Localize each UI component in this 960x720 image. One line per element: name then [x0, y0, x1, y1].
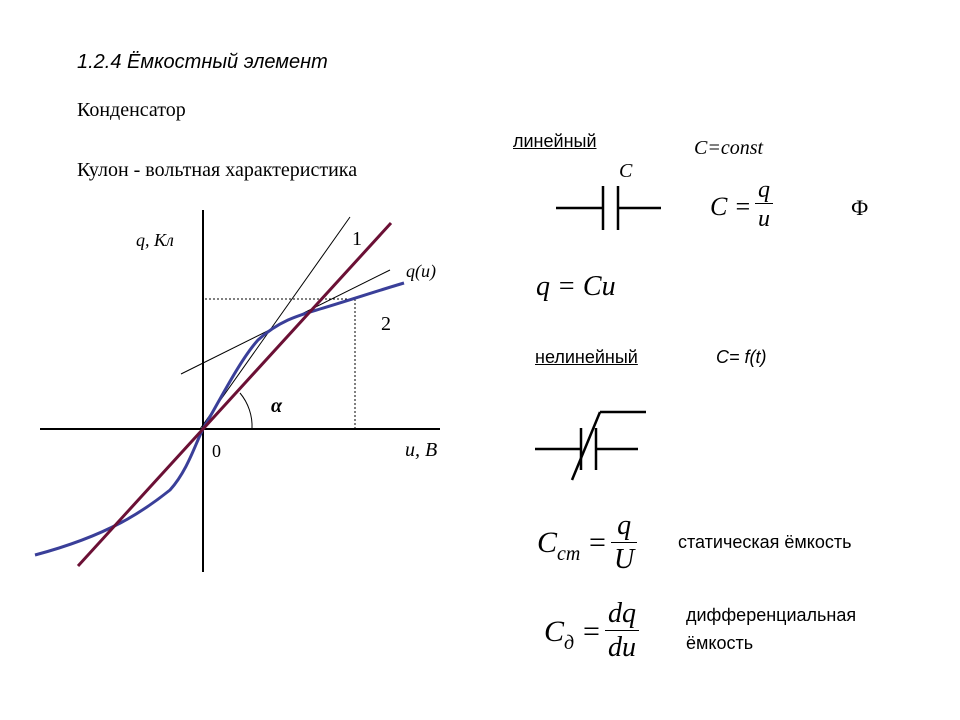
cv-characteristic-title: Кулон - вольтная характеристика — [77, 159, 358, 181]
fraction-numerator: q — [758, 177, 770, 203]
diff-cap-subscript: д — [564, 632, 575, 654]
diff-cap-lhs — [544, 617, 574, 653]
u-axis-label: u, В — [405, 439, 438, 461]
unit-label: Ф — [851, 195, 869, 220]
linear-symbol-label: C — [619, 160, 633, 182]
line-1-label: 1 — [352, 228, 362, 250]
curve-label: q(u) — [406, 261, 436, 281]
charge-formula: q = Cu — [536, 271, 616, 302]
nonlinear-label: нелинейный — [535, 347, 638, 367]
fraction-bar — [611, 542, 637, 543]
diff-cap-text-line2: ёмкость — [686, 633, 754, 653]
capacitance-formula-lhs: C = — [710, 192, 752, 221]
static-cap-symbol: C — [537, 526, 558, 559]
static-cap-equals: = — [589, 526, 606, 559]
linear-label: линейный — [513, 131, 597, 151]
static-cap-text: статическая ёмкость — [678, 532, 852, 552]
static-cap-lhs — [537, 528, 580, 564]
diff-cap-equals: = — [583, 615, 600, 648]
static-cap-subscript: ст — [557, 543, 581, 565]
fraction-numerator: q — [617, 510, 632, 541]
diff-cap-text-line1: дифференциальная — [686, 605, 857, 625]
static-cap-fraction — [611, 512, 637, 574]
diff-cap-symbol: C — [544, 615, 565, 648]
diff-cap-fraction — [605, 600, 639, 662]
subtitle: Конденсатор — [77, 99, 186, 121]
fraction-denominator: du — [608, 632, 636, 663]
origin-label: 0 — [212, 441, 221, 461]
angle-label: α — [271, 395, 283, 417]
fraction-bar — [605, 630, 639, 631]
fraction-denominator: U — [614, 544, 635, 575]
nonlinear-condition: C= f(t) — [716, 347, 767, 367]
q-axis-label: q, Кл — [136, 230, 174, 250]
fraction-denominator: u — [758, 206, 770, 232]
line-2-label: 2 — [381, 313, 391, 335]
fraction-numerator: dq — [608, 598, 636, 629]
section-heading: 1.2.4 Ёмкостный элемент — [77, 51, 328, 73]
linear-condition: C=const — [694, 137, 764, 159]
